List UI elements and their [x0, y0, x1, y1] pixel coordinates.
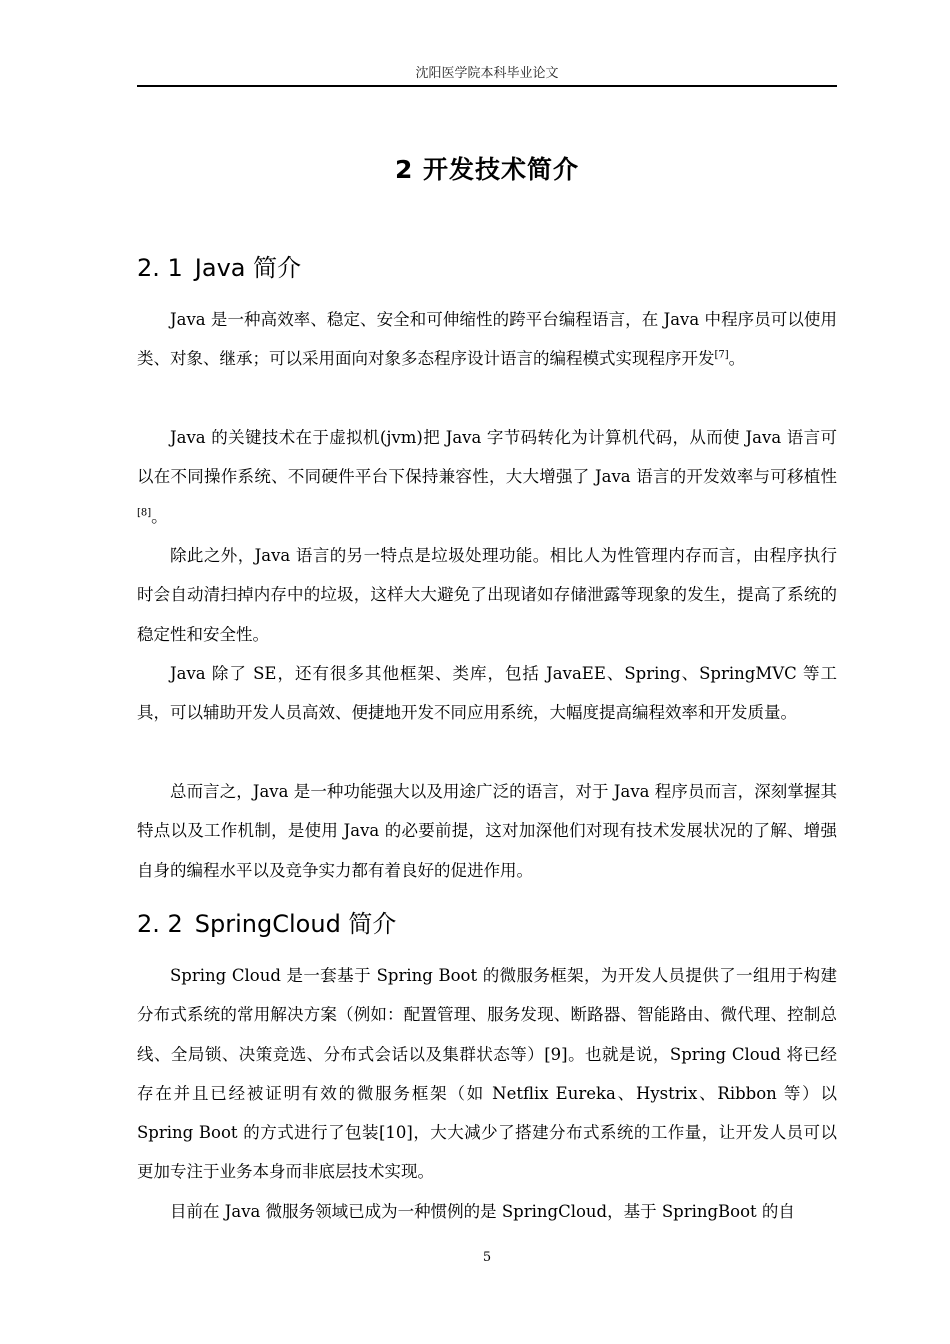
- section-heading-2-2: [137, 904, 837, 939]
- paragraph: [137, 418, 837, 536]
- section-number: 2. 2: [137, 910, 183, 938]
- paragraph-text: 目前在 Java 微服务领域已成为一种惯例的是 SpringCloud，基于 SpringBoot 的自: [170, 1202, 795, 1221]
- paragraph: [137, 956, 837, 1192]
- paragraph-text: 除此之外，Java 语言的另一特点是垃圾处理功能。相比人为性管理内存而言，由程序执行时会自动清扫掉内存中的垃圾，这样大大避免了出现诸如存储泄露等现象的发生，提高了系统的稳定性和安全性。: [137, 546, 837, 644]
- paragraph: [137, 654, 837, 733]
- paragraph: [137, 772, 837, 890]
- paragraph-tail: 。: [151, 506, 168, 526]
- section-title: SpringCloud 简介: [194, 910, 397, 938]
- paragraph-text: Java 是一种高效率、稳定、安全和可伸缩性的跨平台编程语言，在 Java 中程序员可以使用类、对象、继承；可以采用面向对象多态程序设计语言的编程模式实现程序开发: [137, 310, 837, 369]
- paragraph: [137, 300, 837, 379]
- paragraph: [137, 1192, 837, 1231]
- citation: [7]: [714, 349, 729, 361]
- paragraph-text: Java 的关键技术在于虚拟机(jvm)把 Java 字节码转化为计算机代码，从而使 Java 语言可以在不同操作系统、不同硬件平台下保持兼容性，大大增强了 Java 语言的开发效率与可移植性: [137, 428, 837, 487]
- paragraph-text: Java 除了 SE，还有很多其他框架、类库，包括 JavaEE、Spring、SpringMVC 等工具，可以辅助开发人员高效、便捷地开发不同应用系统，大幅度提高编程效率和开发质量。: [137, 664, 837, 723]
- running-header: 沈阳医学院本科毕业论文: [415, 66, 559, 81]
- section-number: 2. 1: [137, 254, 183, 282]
- citation: [8]: [137, 507, 152, 519]
- page-number: 5: [482, 1250, 492, 1265]
- paragraph-text: 总而言之，Java 是一种功能强大以及用途广泛的语言，对于 Java 程序员而言，深刻掌握其特点以及工作机制，是使用 Java 的必要前提，这对加深他们对现有技术发展状况的了解、增强自身的编程水平以及竞争实力都有着良好的促进作用。: [137, 782, 837, 880]
- paragraph: [137, 536, 837, 654]
- header-rule: [137, 85, 837, 87]
- chapter-title: 2 开发技术简介: [394, 155, 580, 184]
- paragraph-text: Spring Cloud 是一套基于 Spring Boot 的微服务框架，为开发人员提供了一组用于构建分布式系统的常用解决方案（例如：配置管理、服务发现、断路器、智能路由、微代理、控制总线、全局锁、决策竞选、分布式会话以及集群状态等）[9]。也就是说，Spring Cloud 将已经存在并且已经被证明有效的微服务框架（如 Netflix Eureka、Hystrix、Ribbon 等）以 Spring Boot 的方式进行了包装[10]，大大减少了搭建分布式系统的工作量，让开发人员可以更加专注于业务本身而非底层技术实现。: [137, 966, 837, 1182]
- section-heading-2-1: [137, 248, 837, 283]
- section-title: Java 简介: [194, 254, 302, 282]
- paragraph-tail: 。: [728, 349, 746, 369]
